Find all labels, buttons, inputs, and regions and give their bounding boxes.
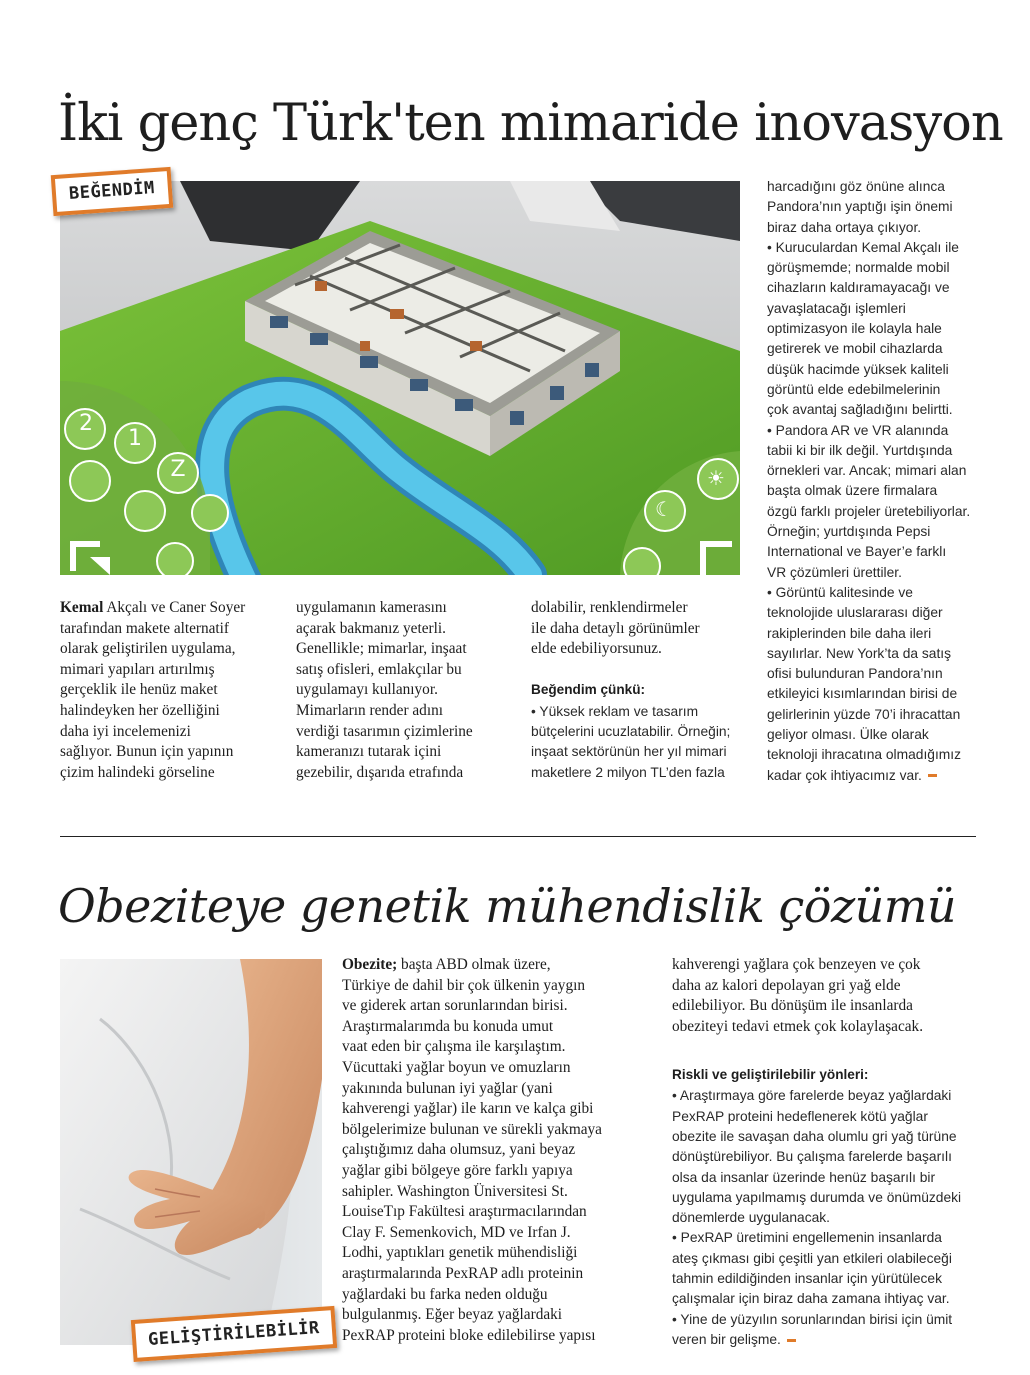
body-line: ve giderek artan sorunlarından birisi. [342,997,568,1015]
body-line: yavaşlatacağı işlemleri [767,300,906,316]
begendim-tag [51,167,173,216]
lead-word: Kemal [60,599,104,616]
body-line: bölgelerimize bulunan ve sürekli yakmaya [342,1120,602,1138]
body-line: elde edebiliyorsunuz. [531,640,662,658]
body-line: International ve Bayer’e farklı [767,544,947,560]
body-line: etkileyici kısımlarından birisi de [767,686,958,702]
tag-label: GELİŞTİRİLEBİLİR [147,1318,321,1350]
body-line: çok avantaj sağladığını belirtti. [767,402,953,418]
article-1-column-2 [296,598,516,783]
sun-icon: ☀ [707,466,725,490]
body-line: satış ofisleri, emlakçılar bu [296,660,462,678]
body-line: Vücuttaki yağlar boyun ve omuzların [342,1058,571,1076]
body-line: sahipler. Washington Üniversitesi St. [342,1182,568,1200]
body-line: düşük hacimde yüksek kaliteli [767,361,949,377]
body-line: özgü farklı projeler üretebiliyorlar. [767,503,971,519]
bullet-line: maketlere 2 milyon TL’den fazla [531,764,725,780]
body-line: yakınında bulunan iyi yağlar (yani [342,1079,553,1097]
body-line: • Pandora AR ve VR alanında [767,422,949,438]
app-button-z: Z [170,457,186,482]
body-line: başta olmak üzere firmalara [767,483,938,499]
body-line: Clay F. Semenkovich, MD ve Irfan J. [342,1223,571,1241]
body-line: biraz daha ortaya çıkıyor. [767,219,922,235]
lead-word: Obezite; [342,956,398,973]
body-line: halindeyken her özelliğini [60,701,220,719]
body-line: gerçeklik ile henüz maket [60,681,218,699]
body-line: çizim halindeki görseline [60,763,215,781]
bullet-line: veren bir gelişme. [672,1331,781,1347]
body-line: uygulamayı kullanıyor. [296,681,438,699]
body-line: Genellikle; mimarlar, inşaat [296,640,467,658]
body-line: optimizasyon ile kolayla hale [767,321,942,337]
body-line: ile daha detaylı görünümler [531,619,700,637]
article-2-title: Obeziteye genetik mühendislik çözümü [58,879,957,933]
article-2-column-2 [672,955,982,1350]
body-line: yağlardaki bu farka neden olduğu [342,1285,548,1303]
body-line: sağlıyor. Bunun için yapının [60,743,234,761]
article-1-column-4 [767,177,982,786]
body-line: çalıştığımız daha olumsuz, yani beyaz [342,1141,576,1159]
bullet-line: • Yine de yüzyılın sorunlarından birisi için ümit [672,1311,953,1327]
article-1-title: İki genç Türk'ten mimaride inovasyon [58,94,1003,153]
body-line: Örneğin; yurtdışında Pepsi [767,524,931,540]
section-divider [60,836,976,837]
body-line: PexRAP proteini bloke edilebilirse yapısı [342,1326,596,1344]
bullet-line: • Araştırmaya göre farelerde beyaz yağlardaki [672,1088,952,1104]
body-line: getirerek ve mobil cihazlarda [767,341,943,357]
body-line: tarafından makete alternatif [60,619,230,637]
body-line: tabii ki bir ilk değil. Yurtdışında [767,442,953,458]
architecture-ar-photo [60,181,740,575]
bullet-line: bütçelerini ucuzlatabilir. Örneğin; [531,724,731,740]
body-line: obeziteyi tedavi etmek çok kolaylaşacak. [672,1017,924,1035]
bullet-line: dönüştürebiliyor. Bu çalışma farelerde başarılı [672,1149,952,1165]
body-line: araştırmalarında PexRAP adlı proteinin [342,1264,584,1282]
bullet-line: PexRAP proteini hedeflenerek kötü yağlar [672,1108,928,1124]
body-line: geliyor olması. Ülke olarak [767,727,929,743]
body-line: teknoloji ihracatına olmadığımız [767,747,962,763]
article-2-column-1 [342,955,652,1346]
body-line: sayılırlar. New York’ta da satış [767,645,952,661]
body-line: görüşmemde; normalde mobil [767,260,950,276]
bullet-line: olsa da insanlar üzerinde henüz başarılı bir [672,1169,936,1185]
body-line: teknolojide uluslararası diğer [767,605,943,621]
body-line: uygulamanın kamerasını [296,599,447,616]
body-line: • Kuruculardan Kemal Akçalı ile [767,239,959,255]
body-line: daha az kalori depolayan gri yağ elde [672,976,901,994]
body-line: dolabilir, renklendirmeler [531,599,688,616]
body-line: Türkiye de dahil bir çok ülkenin yaygın [342,976,585,994]
tag-label: BEĞENDİM [68,178,156,204]
begendim-cunku-heading: Beğendim çünkü: [531,681,646,697]
body-line: mimari yapıları artırılmış [60,660,215,678]
body-line: VR çözümleri ürettiler. [767,564,902,580]
app-button-1: 1 [128,426,142,451]
body-line: ofisi bulunduran Pandora’nın [767,666,943,682]
bullet-line: ateş çıkması gibi çeşitli yan etkileri olabileceği [672,1250,952,1266]
body-line: gezebilir, dışarıda etrafında [296,763,464,781]
body-line: başta ABD olmak üzere, [401,956,551,973]
bullet-line: inşaat sektörünün her yıl mimari [531,744,727,760]
article-1-column-1 [60,598,278,783]
body-line: vaat eden bir çalışma ile karşılaştım. [342,1038,566,1056]
body-line: Pandora’nın yaptığı işin önemi [767,199,953,215]
body-line: kahverengi yağlar) ile karın ve kalça gibi [342,1100,594,1118]
body-line: gelirlerinin yüzde 70’i ihracattan [767,706,961,722]
body-line: edilebiliyor. Bu dönüşüm ile insanlarda [672,997,913,1015]
body-line: harcadığını göz önüne alınca [767,179,945,194]
bullet-line: tahmin edildiğinden insanlar için yürütülecek [672,1271,942,1287]
end-mark [928,774,937,777]
body-line: açarak bakmanız yeterli. [296,619,446,637]
body-line: kadar çok ihtiyacımız var. [767,767,922,783]
body-line: kahverengi yağlara çok benzeyen ve çok [672,956,921,973]
body-line: Lodhi, yaptıkları genetik mühendisliği [342,1244,578,1262]
moon-icon: ☾ [655,497,673,521]
bullet-line: dönemlerde uygulanacak. [672,1210,831,1226]
body-line: bulgulanmış. Eğer beyaz yağlardaki [342,1306,563,1324]
bullet-line: uygulama yapılmamış durumda ve önümüzdeki [672,1189,962,1205]
body-line: örnekleri var. Ancak; mimari alan [767,463,967,479]
bullet-line: • PexRAP üretimini engellemenin insanlarda [672,1230,942,1246]
bullet-line: çalışmalar için biraz daha zamana ihtiyaç var. [672,1291,950,1307]
article-1-column-3 [531,598,746,783]
body-line: LouiseTıp Fakültesi araştırmacılarından [342,1203,587,1221]
riskli-heading: Riskli ve geliştirilebilir yönleri: [672,1067,869,1083]
body-line: olarak geliştirilen uygulama, [60,640,236,658]
body-line: Akçalı ve Caner Soyer [106,599,246,616]
body-line: verdiği tasarımın çizimlerine [296,722,473,740]
body-line: Araştırmalarımda bu konuda umut [342,1017,554,1035]
obesity-photo [60,959,322,1345]
bullet-line: obezite ile savaşan daha olumlu gri yağ türüne [672,1128,957,1144]
body-line: yağlar gibi bölgeye göre farklı yapıya [342,1161,573,1179]
bullet-line: • Yüksek reklam ve tasarım [531,703,699,719]
body-line: görüntü elde edebilmelerinin [767,381,941,397]
body-line: cihazların kaldıramayacağı ve [767,280,950,296]
app-button-2: 2 [79,411,93,436]
end-mark [787,1339,796,1342]
body-line: Mimarların render adını [296,701,443,719]
body-line: kameranızı tutarak içini [296,743,442,761]
body-line: daha iyi incelemenizi [60,722,191,740]
body-line: • Görüntü kalitesinde ve [767,584,913,600]
body-line: rakiplerinden bile daha ileri [767,625,932,641]
